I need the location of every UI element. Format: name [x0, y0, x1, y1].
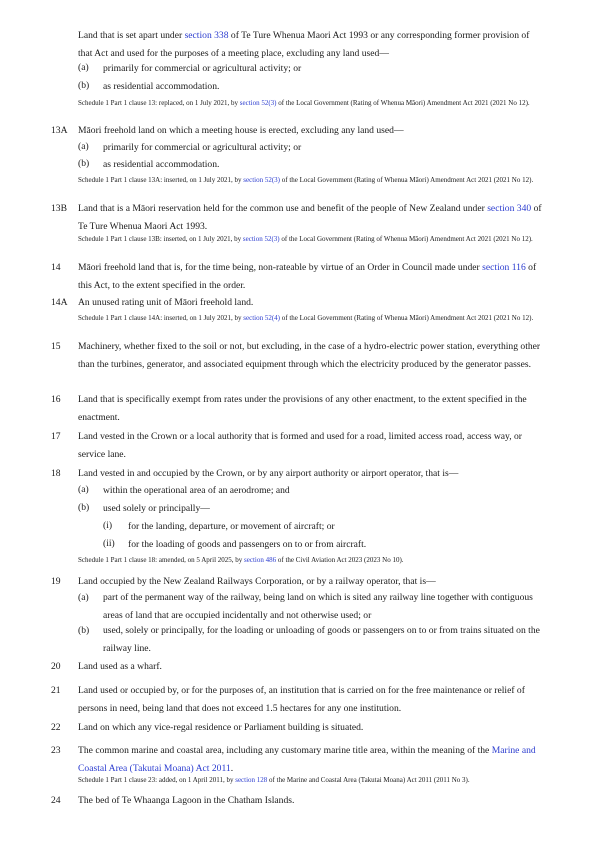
clause-14A-number: 14A [51, 297, 68, 308]
clause-18-b-text: used solely or principally— [103, 503, 210, 514]
section-340-link[interactable]: section 340 [487, 203, 532, 214]
clause-13A-b-text: as residential accommodation. [103, 159, 220, 170]
clause-15-text: Machinery, whether fixed to the soil or not, but excluding, in the case of a hydro-electric power station, everything other than the turbines, generator, and associated equipment through which the electricity produced by the generator passes. [78, 341, 541, 370]
clause-13-b-label: (b) [78, 80, 90, 91]
section-338-link[interactable]: section 338 [184, 30, 229, 41]
clause-24-text: The bed of Te Whaanga Lagoon in the Chatham Islands. [78, 795, 295, 806]
clause-19-text: Land occupied by the New Zealand Railways Corporation, or by a railway operator, that is— [78, 576, 436, 587]
clause-23-text: The common marine and coastal area, including any customary marine title area, within the meaning of the Marine and Coastal Area (Takutai Moana) Act 2011. [78, 745, 536, 774]
section-486-link[interactable]: section 486 [244, 556, 277, 564]
clause-18-number: 18 [51, 468, 61, 479]
clause-21-text: Land used or occupied by, or for the purposes of, an institution that is carried on for the free maintenance or relief of persons in need, being land that does not exceed 1.5 hectares for any one institution. [78, 685, 525, 714]
clause-20-text: Land used as a wharf. [78, 661, 162, 672]
clause-17-text: Land vested in the Crown or a local authority that is formed and used for a road, limited access road, access way, or service lane. [78, 431, 523, 460]
clause-18-b-ii-text: for the loading of goods and passengers on to or from aircraft. [128, 539, 367, 550]
clause-18-history-note: Schedule 1 Part 1 clause 18: amended, on 5 April 2025, by section 486 of the Civil Aviation Act 2023 (2023 No 10). [78, 556, 404, 564]
clause-13A-a-label: (a) [78, 141, 89, 152]
clause-13B-number: 13B [51, 203, 67, 214]
clause-14-text: Māori freehold land that is, for the time being, non-rateable by virtue of an Order in Council made under section 116 of this Act, to the extent specified in the order. [78, 262, 537, 291]
section-116-link[interactable]: section 116 [482, 262, 526, 273]
clause-18-b-i-text: for the landing, departure, or movement of aircraft; or [128, 521, 335, 532]
clause-13-a-text: primarily for commercial or agricultural activity; or [103, 63, 302, 74]
clause-13B-text: Land that is a Māori reservation held for the common use and benefit of the people of New Zealand under section 340 of Te Ture Whenua Maori Act 1993. [78, 203, 542, 232]
clause-13-history-note: Schedule 1 Part 1 clause 13: replaced, on 1 July 2021, by section 52(3) of the Local Government (Rating of Whenua Māori) Amendment Act 2021 (2021 No 12). [78, 99, 530, 107]
clause-21-number: 21 [51, 685, 61, 696]
clause-13A-a-text: primarily for commercial or agricultural activity; or [103, 142, 302, 153]
clause-16-number: 16 [51, 394, 61, 405]
clause-19-b-text: used, solely or principally, for the loading or unloading of goods or passengers on to or from trains situated on the railway line. [103, 625, 540, 654]
clause-22-text: Land on which any vice-regal residence or Parliament building is situated. [78, 722, 364, 733]
section-52-3-link[interactable]: section 52(3) [239, 99, 277, 107]
clause-18-b-i-label: (i) [103, 520, 113, 531]
clause-13-b-text: as residential accommodation. [103, 81, 220, 92]
section-52-3-link[interactable]: section 52(3) [243, 176, 281, 184]
clause-13-a-label: (a) [78, 62, 89, 73]
clause-13A-b-label: (b) [78, 158, 90, 169]
section-128-link[interactable]: section 128 [235, 776, 268, 784]
clause-13-text: Land that is set apart under section 338 of Te Ture Whenua Maori Act 1993 or any corresponding former provision of that Act and used for the purposes of a meeting place, excluding any land used— [78, 30, 530, 59]
clause-19-a-label: (a) [78, 592, 89, 603]
clause-14-number: 14 [51, 262, 61, 273]
clause-23-number: 23 [51, 745, 61, 756]
clause-13A-history-note: Schedule 1 Part 1 clause 13A: inserted, on 1 July 2021, by section 52(3) of the Local Government (Rating of Whenua Māori) Amendment Act 2021 (2021 No 12). [78, 176, 534, 184]
clause-18-b-ii-label: (ii) [103, 538, 115, 549]
clause-15-number: 15 [51, 341, 61, 352]
clause-14A-text: An unused rating unit of Māori freehold land. [78, 297, 254, 308]
section-52-4-link[interactable]: section 52(4) [243, 314, 281, 322]
clause-23-history-note: Schedule 1 Part 1 clause 23: added, on 1 April 2011, by section 128 of the Marine and Coastal Area (Takutai Moana) Act 2011 (2011 No 3). [78, 776, 470, 784]
clause-19-a-text: part of the permanent way of the railway, being land on which is sited any railway line together with contiguous areas of land that are occupied incidentally and not otherwise used; or [103, 592, 533, 621]
clause-13B-history-note: Schedule 1 Part 1 clause 13B: inserted, on 1 July 2021, by section 52(3) of the Local Government (Rating of Whenua Māori) Amendment Act 2021 (2021 No 12). [78, 235, 533, 243]
clause-18-text: Land vested in and occupied by the Crown, or by any airport authority or airport operator, that is— [78, 468, 459, 479]
clause-18-a-text: within the operational area of an aerodrome; and [103, 485, 290, 496]
marine-coastal-area-act-link[interactable]: Marine and Coastal Area (Takutai Moana) Act 2011 [78, 745, 536, 774]
clause-24-number: 24 [51, 795, 61, 806]
clause-18-a-label: (a) [78, 484, 89, 495]
section-52-3-link[interactable]: section 52(3) [242, 235, 280, 243]
clause-16-text: Land that is specifically exempt from rates under the provisions of any other enactment, to the extent specified in the enactment. [78, 394, 527, 423]
clause-22-number: 22 [51, 722, 61, 733]
clause-14A-history-note: Schedule 1 Part 1 clause 14A: inserted, on 1 July 2021, by section 52(4) of the Local Government (Rating of Whenua Māori) Amendment Act 2021 (2021 No 12). [78, 314, 534, 322]
clause-19-number: 19 [51, 576, 61, 587]
clause-18-b-label: (b) [78, 502, 90, 513]
clause-20-number: 20 [51, 661, 61, 672]
clause-13A-number: 13A [51, 125, 68, 136]
clause-17-number: 17 [51, 431, 61, 442]
clause-19-b-label: (b) [78, 625, 90, 636]
clause-13A-text: Māori freehold land on which a meeting house is erected, excluding any land used— [78, 125, 404, 136]
